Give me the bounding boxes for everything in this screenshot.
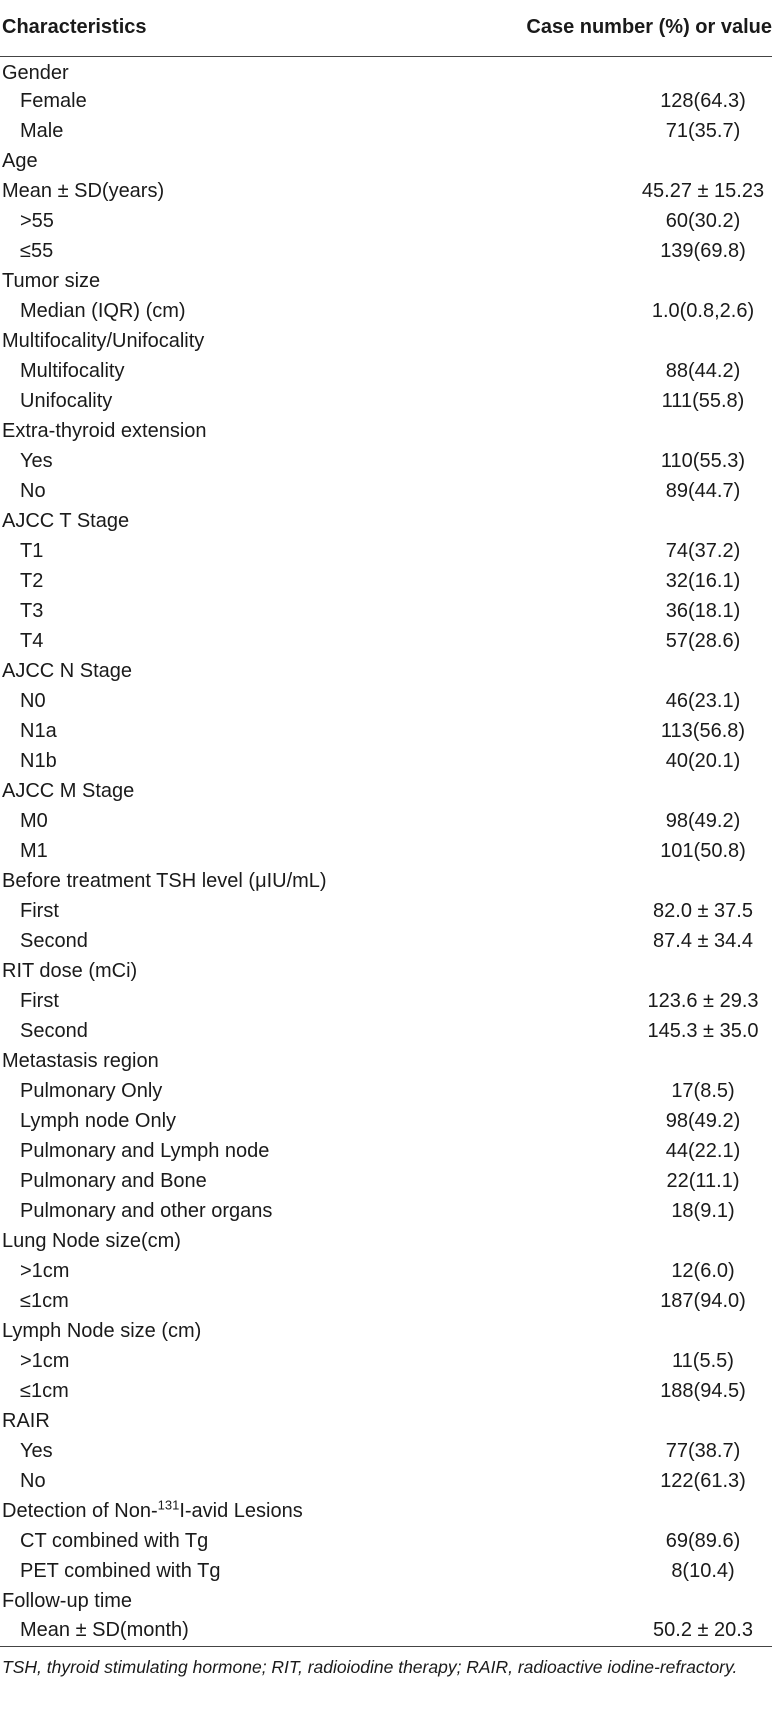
row-label-text: Lymph Node size (cm) — [2, 1319, 202, 1342]
table-row — [0, 1316, 772, 1346]
row-label-text: Female — [20, 89, 87, 112]
row-label — [0, 1016, 470, 1046]
table-footnote: TSH, thyroid stimulating hormone; RIT, radioiodine therapy; RAIR, radioactive iodine-refractory. — [2, 1656, 738, 1677]
row-label-text: Tumor size — [2, 269, 101, 292]
table-row — [0, 1406, 772, 1436]
row-value — [470, 776, 772, 806]
row-label-text: Pulmonary and Bone — [20, 1169, 207, 1192]
row-label — [0, 1196, 470, 1226]
row-label — [0, 956, 470, 986]
row-label-text: Pulmonary Only — [20, 1079, 163, 1102]
table-row — [0, 446, 772, 476]
row-label-text: Mean ± SD(month) — [20, 1619, 189, 1642]
row-label-text: First — [20, 899, 59, 922]
row-label-text: T1 — [20, 539, 44, 562]
row-label-text: N0 — [20, 689, 46, 712]
row-label — [0, 1136, 470, 1166]
row-value — [470, 506, 772, 536]
row-label — [0, 806, 470, 836]
table-row — [0, 416, 772, 446]
row-value — [470, 1406, 772, 1436]
row-label-text: M0 — [20, 809, 48, 832]
table-row — [0, 1106, 772, 1136]
row-label-text: T3 — [20, 599, 44, 622]
table-row — [0, 836, 772, 866]
row-label — [0, 926, 470, 956]
row-label-text: Yes — [20, 449, 53, 472]
row-value: 145.3 ± 35.0 — [647, 1019, 759, 1042]
row-value: 101(50.8) — [660, 839, 746, 862]
row-label-text: Male — [20, 119, 64, 142]
table-row — [0, 506, 772, 536]
row-value: 50.2 ± 20.3 — [470, 1616, 772, 1646]
row-value: 128(64.3) — [660, 89, 746, 112]
row-label — [0, 716, 470, 746]
row-label-text-after: I-avid Lesions — [179, 1499, 303, 1522]
row-label — [0, 1346, 470, 1376]
row-label — [0, 116, 470, 146]
row-label-text: CT combined with Tg — [20, 1529, 209, 1552]
row-label-text: N1b — [20, 749, 57, 772]
row-label — [0, 266, 470, 296]
row-label — [0, 1046, 470, 1076]
row-label-text: Multifocality/Unifocality — [2, 329, 205, 352]
table-body — [0, 56, 772, 1646]
table-row — [0, 896, 772, 926]
table-row — [0, 686, 772, 716]
table-row — [0, 116, 772, 146]
table-row — [0, 146, 772, 176]
row-label-text: Pulmonary and Lymph node — [20, 1139, 270, 1162]
row-label — [0, 656, 470, 686]
row-label-text: Mean ± SD(years) — [2, 179, 165, 202]
row-value: 87.4 ± 34.4 — [653, 929, 753, 952]
table-header-row — [0, 0, 772, 56]
row-label-text: ≤1cm — [20, 1289, 69, 1312]
row-label-text: T4 — [20, 629, 44, 652]
row-label-text: M1 — [20, 839, 48, 862]
row-value: 18(9.1) — [671, 1199, 735, 1222]
table-row — [0, 926, 772, 956]
table-row — [0, 1076, 772, 1106]
row-label — [0, 1496, 470, 1526]
table-row — [0, 296, 772, 326]
table-row — [0, 236, 772, 266]
table-row — [0, 86, 772, 116]
table-row — [0, 1556, 772, 1586]
row-value — [470, 956, 772, 986]
row-label — [0, 476, 470, 506]
row-value — [470, 416, 772, 446]
row-label — [0, 146, 470, 176]
row-label-text: No — [20, 1469, 46, 1492]
table-row — [0, 536, 772, 566]
table-row — [0, 326, 772, 356]
table-row — [0, 176, 772, 206]
row-label-text: AJCC T Stage — [2, 509, 130, 532]
row-label — [0, 986, 470, 1016]
row-value — [470, 1046, 772, 1076]
row-label — [0, 686, 470, 716]
row-label-text: AJCC M Stage — [2, 779, 135, 802]
row-label — [0, 86, 470, 116]
row-label — [0, 1616, 470, 1646]
row-value: 32(16.1) — [665, 569, 741, 592]
row-value: 36(18.1) — [665, 599, 741, 622]
table-row — [0, 596, 772, 626]
row-label — [0, 1406, 470, 1436]
table-row — [0, 1226, 772, 1256]
table-row — [0, 1346, 772, 1376]
row-label-text: Metastasis region — [2, 1049, 159, 1072]
row-label-text: Extra-thyroid extension — [2, 419, 207, 442]
table-row — [0, 776, 772, 806]
row-label-text: Second — [20, 1019, 88, 1042]
row-value: 82.0 ± 37.5 — [653, 899, 753, 922]
row-label-text: RAIR — [2, 1409, 50, 1432]
row-label — [0, 1106, 470, 1136]
table-row — [0, 866, 772, 896]
row-value — [470, 866, 772, 896]
table-row — [0, 356, 772, 386]
table-row — [0, 986, 772, 1016]
row-label — [0, 896, 470, 926]
row-label — [0, 356, 470, 386]
row-label — [0, 1526, 470, 1556]
row-value: 45.27 ± 15.23 — [641, 179, 765, 202]
row-value: 69(89.6) — [665, 1529, 741, 1552]
table-row — [0, 956, 772, 986]
row-label-text: Gender — [2, 61, 69, 84]
row-value — [470, 1226, 772, 1256]
row-value: 8(10.4) — [671, 1559, 735, 1582]
table-row — [0, 476, 772, 506]
header-characteristics: Characteristics — [0, 0, 470, 56]
row-label-text: Unifocality — [20, 389, 113, 412]
row-value: 12(6.0) — [671, 1259, 735, 1282]
row-label-text: Lymph node Only — [20, 1109, 177, 1132]
row-value: 111(55.8) — [661, 389, 745, 412]
row-label-text: Detection of Non- — [2, 1499, 158, 1522]
row-value: 89(44.7) — [665, 479, 741, 502]
row-label-text: ≤55 — [20, 239, 54, 262]
row-value: 46(23.1) — [665, 689, 741, 712]
row-label — [0, 1316, 470, 1346]
row-label-text: >1cm — [20, 1259, 70, 1282]
row-label — [0, 506, 470, 536]
row-label — [0, 1256, 470, 1286]
row-label-text: First — [20, 989, 59, 1012]
row-label — [0, 326, 470, 356]
row-value: 113(56.8) — [660, 719, 746, 742]
row-value: 77(38.7) — [665, 1439, 741, 1462]
table-row — [0, 386, 772, 416]
row-label-text: Second — [20, 929, 88, 952]
table-row — [0, 1466, 772, 1496]
row-label-text: RIT dose (mCi) — [2, 959, 138, 982]
header-case-number: Case number (%) or value — [470, 0, 772, 56]
table-row — [0, 1526, 772, 1556]
row-label-superscript: 131 — [157, 1496, 180, 1512]
row-label-text: >1cm — [20, 1349, 70, 1372]
row-value: 1.0(0.8,2.6) — [651, 299, 755, 322]
row-label-text: ≤1cm — [20, 1379, 69, 1402]
row-value: 122(61.3) — [660, 1469, 746, 1492]
row-label — [0, 1586, 470, 1616]
table-row — [0, 1586, 772, 1616]
row-label — [0, 626, 470, 656]
row-value: 139(69.8) — [660, 239, 746, 262]
table-row — [0, 746, 772, 776]
row-label — [0, 776, 470, 806]
row-label — [0, 1226, 470, 1256]
row-value — [470, 1316, 772, 1346]
row-value: 60(30.2) — [665, 209, 741, 232]
row-label-text: >55 — [20, 209, 54, 232]
row-label — [0, 296, 470, 326]
row-value: 17(8.5) — [671, 1079, 735, 1102]
row-label — [0, 416, 470, 446]
table-row — [0, 56, 772, 86]
table-row — [0, 266, 772, 296]
row-value — [470, 326, 772, 356]
row-value — [470, 1586, 772, 1616]
row-label — [0, 1556, 470, 1586]
row-label-text: PET combined with Tg — [20, 1559, 221, 1582]
row-value: 98(49.2) — [665, 1109, 741, 1132]
table-row — [0, 1016, 772, 1046]
table-row — [0, 1436, 772, 1466]
table-row — [0, 206, 772, 236]
row-value: 98(49.2) — [665, 809, 741, 832]
row-value: 71(35.7) — [665, 119, 741, 142]
table-row — [0, 1616, 772, 1646]
table-row — [0, 716, 772, 746]
row-value: 44(22.1) — [665, 1139, 741, 1162]
table-row — [0, 626, 772, 656]
row-label — [0, 1166, 470, 1196]
row-label-text: AJCC N Stage — [2, 659, 133, 682]
row-value — [470, 56, 772, 86]
row-label — [0, 1436, 470, 1466]
row-label — [0, 56, 470, 86]
row-label — [0, 566, 470, 596]
row-label — [0, 236, 470, 266]
table-row — [0, 1046, 772, 1076]
row-value: 188(94.5) — [660, 1379, 746, 1402]
row-label-text: Pulmonary and other organs — [20, 1199, 273, 1222]
row-value — [470, 1496, 772, 1526]
row-label-text: Median (IQR) (cm) — [20, 299, 186, 322]
row-label — [0, 596, 470, 626]
row-label — [0, 386, 470, 416]
row-value — [470, 656, 772, 686]
row-label — [0, 176, 470, 206]
row-value: 110(55.3) — [660, 449, 746, 472]
row-value — [470, 266, 772, 296]
row-label-text: No — [20, 479, 46, 502]
row-value: 88(44.2) — [665, 359, 741, 382]
table-row — [0, 1196, 772, 1226]
row-label — [0, 866, 470, 896]
row-label-text: Lung Node size(cm) — [2, 1229, 181, 1252]
row-label — [0, 1286, 470, 1316]
row-label-text: Multifocality — [20, 359, 125, 382]
row-label — [0, 746, 470, 776]
table-row — [0, 1286, 772, 1316]
row-value — [470, 146, 772, 176]
table-row — [0, 1376, 772, 1406]
row-label — [0, 446, 470, 476]
row-value: 40(20.1) — [665, 749, 741, 772]
row-label — [0, 1376, 470, 1406]
table-row — [0, 1136, 772, 1166]
row-value: 11(5.5) — [672, 1349, 734, 1372]
row-label-text: Age — [2, 149, 38, 172]
row-label-text: T2 — [20, 569, 44, 592]
row-value: 187(94.0) — [660, 1289, 746, 1312]
row-label-text: Follow-up time — [2, 1589, 133, 1612]
row-label — [0, 206, 470, 236]
table-row — [0, 1166, 772, 1196]
row-value: 74(37.2) — [665, 539, 741, 562]
table-row — [0, 1256, 772, 1286]
table-row — [0, 1496, 772, 1526]
row-label — [0, 536, 470, 566]
table-row — [0, 806, 772, 836]
row-value: 123.6 ± 29.3 — [647, 989, 759, 1012]
row-value: 57(28.6) — [665, 629, 741, 652]
row-label — [0, 1466, 470, 1496]
row-label-text: Before treatment TSH level (μIU/mL) — [2, 869, 327, 892]
row-label — [0, 1076, 470, 1106]
row-label-text: Yes — [20, 1439, 53, 1462]
row-label — [0, 836, 470, 866]
row-label-text: N1a — [20, 719, 57, 742]
table-row — [0, 566, 772, 596]
table-row — [0, 656, 772, 686]
row-value: 22(11.1) — [666, 1169, 740, 1192]
